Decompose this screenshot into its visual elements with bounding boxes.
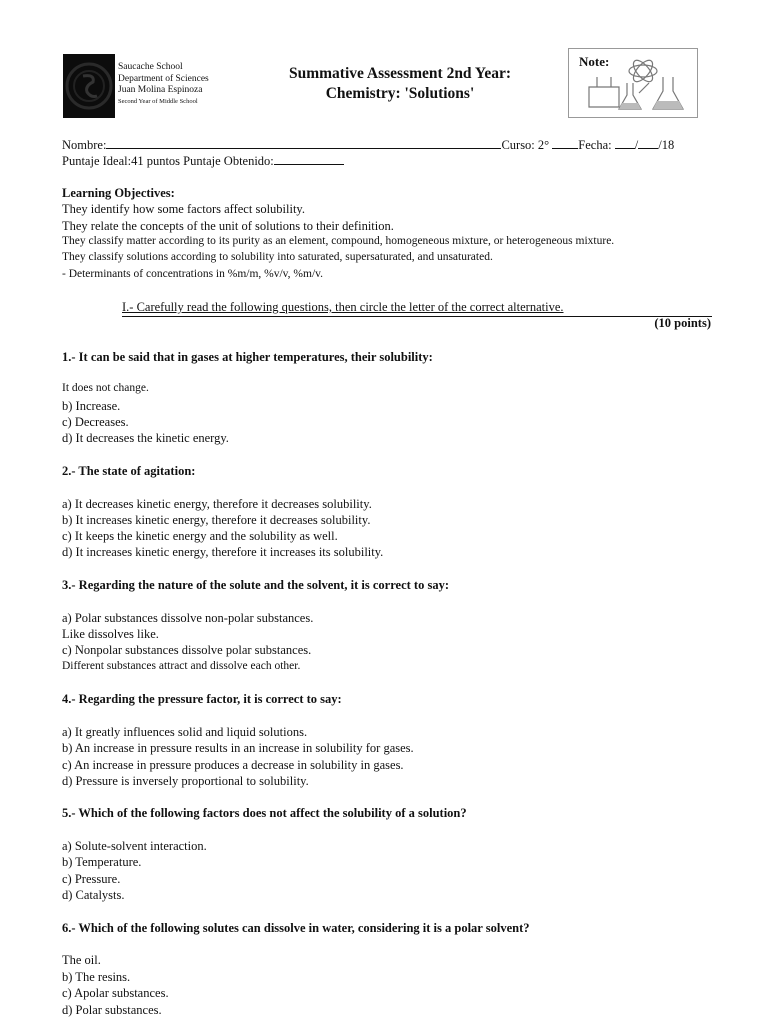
school-name: Saucache School (118, 62, 183, 72)
option-3c[interactable]: c) Nonpolar substances dissolve polar substances. (62, 643, 312, 657)
option-6d[interactable]: d) Polar substances. (62, 1003, 162, 1017)
section-instruction (122, 300, 712, 317)
option-1a[interactable]: It does not change. (62, 382, 149, 394)
option-4c[interactable]: c) An increase in pressure produces a decrease in solubility in gases. (62, 758, 404, 772)
nombre-label: Nombre: (62, 138, 107, 152)
puntaje-obtenido-field[interactable] (274, 153, 344, 165)
option-4a[interactable]: a) It greatly influences solid and liquid solutions. (62, 725, 308, 739)
option-3d[interactable]: Different substances attract and dissolve each other. (62, 660, 301, 672)
question-2: 2.- The state of agitation: (62, 464, 196, 478)
objective-item: They relate the concepts of the unit of solutions to their definition. (62, 219, 394, 233)
school-info (118, 62, 209, 106)
objective-item: They identify how some factors affect solubility. (62, 202, 305, 216)
option-5c[interactable]: c) Pressure. (62, 872, 121, 886)
option-2c[interactable]: c) It keeps the kinetic energy and the solubility as well. (62, 529, 338, 543)
option-5d[interactable]: d) Catalysts. (62, 888, 125, 902)
section-points: (10 points) (654, 316, 711, 330)
curso-field[interactable] (552, 137, 578, 149)
school-level: Second Year of Middle School (118, 97, 198, 105)
fecha-day-field[interactable] (615, 137, 635, 149)
option-1b[interactable]: b) Increase. (62, 399, 121, 413)
question-3: 3.- Regarding the nature of the solute and the solvent, it is correct to say: (62, 578, 449, 592)
puntaje-obtenido-label: Puntaje Obtenido: (183, 154, 274, 168)
school-logo (63, 54, 115, 118)
option-6a[interactable]: The oil. (62, 953, 101, 967)
department-name: Department of Sciences (118, 73, 209, 84)
option-3b[interactable]: Like dissolves like. (62, 627, 159, 641)
instruction-text: I.- Carefully read the following questions, then circle the letter of the correct alternative. (122, 300, 564, 314)
student-info-line: Nombre: Curso: 2° Fecha: / /18 (62, 138, 675, 152)
question-5: 5.- Which of the following factors does not affect the solubility of a solution? (62, 806, 467, 820)
question-4: 4.- Regarding the pressure factor, it is correct to say: (62, 692, 342, 706)
objectives-heading: Learning Objectives: (62, 186, 175, 200)
title-line-2: Chemistry: 'Solutions' (325, 85, 475, 102)
option-1d[interactable]: d) It decreases the kinetic energy. (62, 431, 229, 445)
fecha-label: Fecha: (578, 138, 612, 152)
title-line-1: Summative Assessment 2nd Year: (288, 65, 512, 82)
fecha-month-field[interactable] (638, 137, 658, 149)
nombre-field[interactable] (106, 137, 501, 149)
objective-item: They classify matter according to its purity as an element, compound, homogeneous mixture, or heterogeneous mixture. (62, 235, 615, 247)
question-1: 1.- It can be said that in gases at higher temperatures, their solubility: (62, 350, 433, 364)
page-title (250, 64, 550, 104)
note-label: Note: (579, 54, 610, 69)
option-3a[interactable]: a) Polar substances dissolve non-polar substances. (62, 611, 314, 625)
option-5a[interactable]: a) Solute-solvent interaction. (62, 839, 207, 853)
teacher-name: Juan Molina Espinoza (118, 85, 203, 95)
option-5b[interactable]: b) Temperature. (62, 855, 142, 869)
puntaje-ideal: Puntaje Ideal:41 puntos (62, 154, 181, 168)
fecha-year: /18 (658, 138, 675, 152)
option-2d[interactable]: d) It increases kinetic energy, therefore it increases its solubility. (62, 545, 384, 559)
note-box (568, 48, 698, 118)
objective-item: They classify solutions according to solubility into saturated, supersaturated, and unsaturated. (62, 251, 493, 263)
option-6c[interactable]: c) Apolar substances. (62, 986, 169, 1000)
option-2a[interactable]: a) It decreases kinetic energy, therefore it decreases solubility. (62, 497, 372, 511)
objective-item: - Determinants of concentrations in %m/m, %v/v, %m/v. (62, 268, 324, 280)
score-line (62, 153, 344, 169)
option-6b[interactable]: b) The resins. (62, 970, 131, 984)
curso-label: Curso: 2° (501, 138, 550, 152)
option-4b[interactable]: b) An increase in pressure results in an increase in solubility for gases. (62, 741, 414, 755)
question-6: 6.- Which of the following solutes can dissolve in water, considering it is a polar solvent? (62, 921, 530, 935)
option-1c[interactable]: c) Decreases. (62, 415, 129, 429)
option-4d[interactable]: d) Pressure is inversely proportional to solubility. (62, 774, 309, 788)
option-2b[interactable]: b) It increases kinetic energy, therefore it decreases solubility. (62, 513, 371, 527)
